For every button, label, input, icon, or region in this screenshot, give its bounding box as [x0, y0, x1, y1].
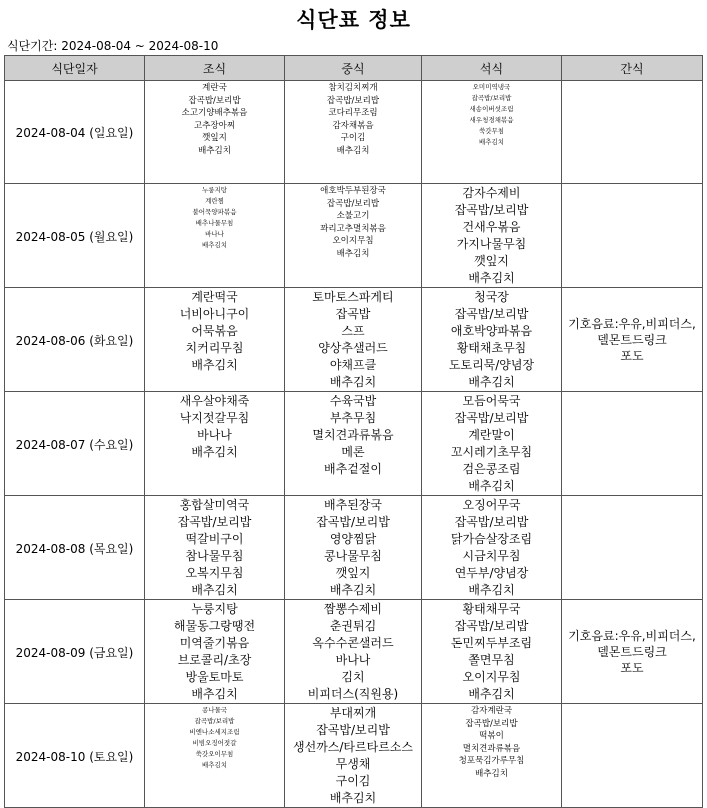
- menu-item: 배추된장국: [324, 498, 382, 512]
- menu-item: 애호박양파볶음: [450, 324, 533, 338]
- header-lunch: 중식: [285, 56, 422, 81]
- menu-cell-snack: [562, 81, 703, 184]
- table-header-row: [5, 56, 703, 81]
- menu-item: 닭가슴살장조림: [450, 532, 533, 546]
- menu-item: 부추무침: [329, 411, 377, 425]
- menu-item: 꼬시레기초무침: [450, 445, 533, 459]
- menu-cell-breakfast: [145, 392, 285, 496]
- menu-item: 누룽지탕: [191, 602, 238, 616]
- menu-item: 배추겉절이: [324, 462, 382, 476]
- menu-date: 2024-08-08 (목요일): [5, 496, 145, 600]
- menu-cell-breakfast: [145, 184, 285, 288]
- menu-cell-dinner: [422, 600, 562, 704]
- menu-item: 멸치견과류볶음: [312, 428, 394, 442]
- menu-item: 감자계란국: [470, 706, 513, 716]
- menu-item: 깻잎지: [335, 566, 371, 580]
- menu-item: 배추나물무침: [195, 219, 234, 227]
- table-row: [5, 704, 703, 808]
- menu-table-body: [5, 81, 703, 808]
- menu-item: 생선까스/타르타르소스: [293, 740, 413, 754]
- menu-date: 2024-08-10 (토요일): [5, 704, 145, 808]
- menu-cell-dinner: [422, 496, 562, 600]
- menu-item: 짬뽕수제비: [324, 602, 382, 616]
- menu-item: 스프: [341, 324, 365, 338]
- menu-item: 잡곡밥/보리밥: [316, 515, 390, 529]
- menu-date: 2024-08-09 (금요일): [5, 600, 145, 704]
- menu-cell-dinner: [422, 704, 562, 808]
- menu-item: 가지나물무침: [456, 237, 527, 251]
- menu-item: 쑥갓오이무침: [195, 750, 234, 758]
- menu-item: 바나나: [197, 428, 232, 442]
- menu-item: 감자수제비: [462, 186, 521, 200]
- menu-cell-breakfast: [145, 288, 285, 392]
- menu-item: 계란국: [202, 83, 227, 93]
- menu-item: 치커리무침: [185, 341, 244, 355]
- menu-item: 야채프클: [329, 358, 377, 372]
- menu-item: 배추김치: [478, 138, 505, 146]
- menu-cell-snack: [562, 496, 703, 600]
- menu-item: 배추김치: [475, 768, 508, 779]
- menu-cell-snack: [562, 288, 703, 392]
- menu-item: 꽈리고추멸치볶음: [320, 223, 386, 234]
- menu-item: 참나물무침: [185, 549, 244, 563]
- menu-item: 토마토스파게티: [312, 290, 394, 304]
- table-row: [5, 600, 703, 704]
- menu-cell-lunch: [285, 288, 422, 392]
- menu-item: 배추김치: [329, 583, 377, 597]
- menu-item: 구이김: [335, 774, 371, 788]
- menu-item: 콩나물국: [201, 706, 228, 714]
- menu-item: 청포묵김가루무침: [458, 756, 525, 766]
- menu-item: 배추김치: [198, 145, 231, 156]
- menu-item: 잡곡밥/보리밥: [454, 515, 529, 529]
- menu-item: 홍합살미역국: [179, 498, 250, 512]
- menu-date: 2024-08-06 (화요일): [5, 288, 145, 392]
- menu-item: 해물동그랑땡전: [173, 619, 256, 633]
- menu-item: 소고기양배추볶음: [181, 108, 248, 118]
- menu-item: 양상추샐러드: [318, 341, 388, 355]
- menu-item: 깻잎지: [202, 133, 227, 143]
- table-row: [5, 496, 703, 600]
- menu-item: 새우살야채죽: [179, 394, 250, 408]
- menu-item: 옥수수콘샐러드: [312, 636, 394, 650]
- menu-item: 계란떡국: [191, 290, 238, 304]
- menu-item: 새우청경채볶음: [469, 116, 514, 124]
- menu-item: 너비아니구이: [179, 307, 250, 321]
- menu-item: 불어묵양파볶음: [192, 208, 237, 216]
- header-dinner: 석식: [422, 56, 562, 81]
- header-breakfast: 조식: [145, 56, 285, 81]
- menu-item: 오복지무침: [185, 566, 244, 580]
- menu-item: 황태채초무침: [456, 341, 527, 355]
- menu-cell-dinner: [422, 81, 562, 184]
- menu-cell-dinner: [422, 184, 562, 288]
- menu-period: 식단기간: 2024-08-04 ~ 2024-08-10: [7, 39, 219, 53]
- menu-item: 잡곡밥/보리밥: [454, 203, 529, 217]
- menu-item: 콩나물무침: [324, 549, 382, 563]
- menu-date: 2024-08-05 (월요일): [5, 184, 145, 288]
- menu-item: 비피더스(직원용): [307, 687, 399, 701]
- menu-item: 배추김치: [336, 145, 370, 156]
- menu-item: 코다리무조림: [328, 108, 378, 118]
- menu-item: 배추김치: [468, 375, 515, 389]
- menu-item: 배추김치: [468, 583, 515, 597]
- header-date: 식단일자: [5, 56, 145, 81]
- menu-item: 잡곡밥/보리밥: [454, 411, 529, 425]
- menu-item: 배추김치: [191, 687, 238, 701]
- table-row: [5, 392, 703, 496]
- menu-cell-breakfast: [145, 600, 285, 704]
- menu-item: 배추김치: [191, 445, 238, 459]
- menu-item: 쑥갓무침: [478, 127, 505, 135]
- menu-item: 구이김: [340, 133, 366, 143]
- menu-item: 시금치무침: [462, 549, 521, 563]
- menu-item: 잡곡밥/보리밥: [471, 94, 512, 102]
- menu-item: 오미미역냉국: [472, 83, 511, 91]
- menu-item: 고추장아찌: [193, 120, 236, 131]
- menu-cell-lunch: [285, 81, 422, 184]
- menu-cell-breakfast: [145, 704, 285, 808]
- menu-cell-snack: [562, 704, 703, 808]
- menu-cell-lunch: [285, 704, 422, 808]
- menu-date: 2024-08-04 (일요일): [5, 81, 145, 184]
- menu-item: 배추김치: [329, 375, 377, 389]
- header-snack: 간식: [562, 56, 703, 81]
- menu-item: 잡곡밥/보리밥: [326, 198, 380, 209]
- menu-item: 바나나: [335, 653, 371, 667]
- table-row: [5, 288, 703, 392]
- menu-item: 김치: [341, 670, 365, 684]
- menu-item: 참치김치찌개: [328, 83, 378, 93]
- menu-cell-breakfast: [145, 496, 285, 600]
- menu-item: 배추김치: [191, 358, 238, 372]
- menu-item: 영양찜닭: [329, 532, 377, 546]
- menu-item: 떡갈비구이: [185, 532, 244, 546]
- menu-item: 배추김치: [336, 248, 370, 259]
- menu-item: 메론: [341, 445, 365, 459]
- table-row: [5, 184, 703, 288]
- menu-item: 누룽지탕: [201, 186, 228, 194]
- menu-item: 청국장: [474, 290, 509, 304]
- menu-item: 방울토마토: [185, 670, 244, 684]
- menu-item: 연두부/양념장: [454, 566, 529, 580]
- menu-item: 도토리묵/양념장: [448, 358, 535, 372]
- menu-item: 돈민찌두부조림: [450, 636, 533, 650]
- menu-table: [4, 55, 703, 808]
- menu-date: 2024-08-07 (수요일): [5, 392, 145, 496]
- menu-cell-lunch: [285, 184, 422, 288]
- menu-cell-lunch: [285, 392, 422, 496]
- menu-cell-lunch: [285, 496, 422, 600]
- menu-item: 계란찜: [205, 197, 224, 205]
- menu-item: 잡곡밥/보리밥: [316, 723, 390, 737]
- menu-item: 배추김치: [468, 271, 515, 285]
- menu-item: 바나나: [205, 230, 224, 238]
- menu-item: 잡곡밥/보리밥: [188, 95, 241, 106]
- menu-item: 깻잎지: [474, 254, 509, 268]
- menu-item: 비엔나소세지조림: [189, 728, 240, 736]
- menu-cell-snack: [562, 184, 703, 288]
- menu-item: 멸치견과류볶음: [462, 743, 521, 754]
- menu-item: 검은콩조림: [462, 462, 521, 476]
- menu-item: 건새우볶음: [462, 220, 521, 234]
- menu-item: 무생채: [335, 757, 371, 771]
- snack-text: 기호음료:우유,비피더스, 델몬트드링크 포도: [568, 629, 696, 675]
- menu-item: 낙지젓갈무침: [179, 411, 250, 425]
- menu-item: 비빔오징어젓갈: [192, 739, 237, 747]
- menu-cell-snack: [562, 600, 703, 704]
- menu-cell-snack: [562, 392, 703, 496]
- page-title: 식단표 정보: [296, 8, 411, 32]
- menu-item: 감자채볶음: [332, 120, 374, 131]
- menu-item: 배추김치: [201, 241, 228, 249]
- menu-item: 오이지무침: [462, 670, 521, 684]
- menu-item: 황태채무국: [462, 602, 521, 616]
- menu-item: 오이지무침: [332, 236, 374, 246]
- snack-text: 기호음료:우유,비피더스, 델몬트드링크 포도: [568, 317, 696, 363]
- menu-item: 춘권튀김: [329, 619, 377, 633]
- menu-item: 새송이버섯조림: [469, 105, 514, 113]
- menu-cell-breakfast: [145, 81, 285, 184]
- menu-item: 쫄면무침: [468, 653, 515, 667]
- menu-item: 부대찌개: [329, 706, 377, 720]
- menu-item: 잡곡밥/보리밥: [465, 718, 518, 729]
- menu-item: 잡곡밥/보리밥: [194, 717, 235, 725]
- menu-item: 배추김치: [468, 687, 515, 701]
- menu-item: 미역줄기볶음: [179, 636, 250, 650]
- menu-cell-dinner: [422, 392, 562, 496]
- menu-item: 오징어무국: [462, 498, 521, 512]
- menu-item: 모듬어묵국: [462, 394, 521, 408]
- menu-item: 잡곡밥/보리밥: [326, 95, 380, 106]
- menu-item: 애호박두부된장국: [320, 186, 386, 196]
- menu-cell-lunch: [285, 600, 422, 704]
- table-row: [5, 81, 703, 184]
- menu-item: 잡곡밥/보리밥: [177, 515, 252, 529]
- menu-item: 브로콜리/초장: [177, 653, 252, 667]
- menu-item: 수육국밥: [329, 394, 377, 408]
- menu-item: 배추김치: [191, 583, 238, 597]
- menu-item: 떡볶이: [479, 731, 504, 741]
- menu-item: 잡곡밥: [335, 307, 371, 321]
- menu-cell-dinner: [422, 288, 562, 392]
- menu-item: 어묵볶음: [191, 324, 238, 338]
- menu-item: 배추김치: [468, 479, 515, 493]
- menu-item: 잡곡밥/보리밥: [454, 619, 529, 633]
- menu-item: 잡곡밥/보리밥: [454, 307, 529, 321]
- menu-item: 계란말이: [468, 428, 515, 442]
- menu-item: 배추김치: [329, 791, 377, 805]
- menu-item: 배추김치: [201, 761, 228, 769]
- menu-item: 소불고기: [336, 211, 370, 221]
